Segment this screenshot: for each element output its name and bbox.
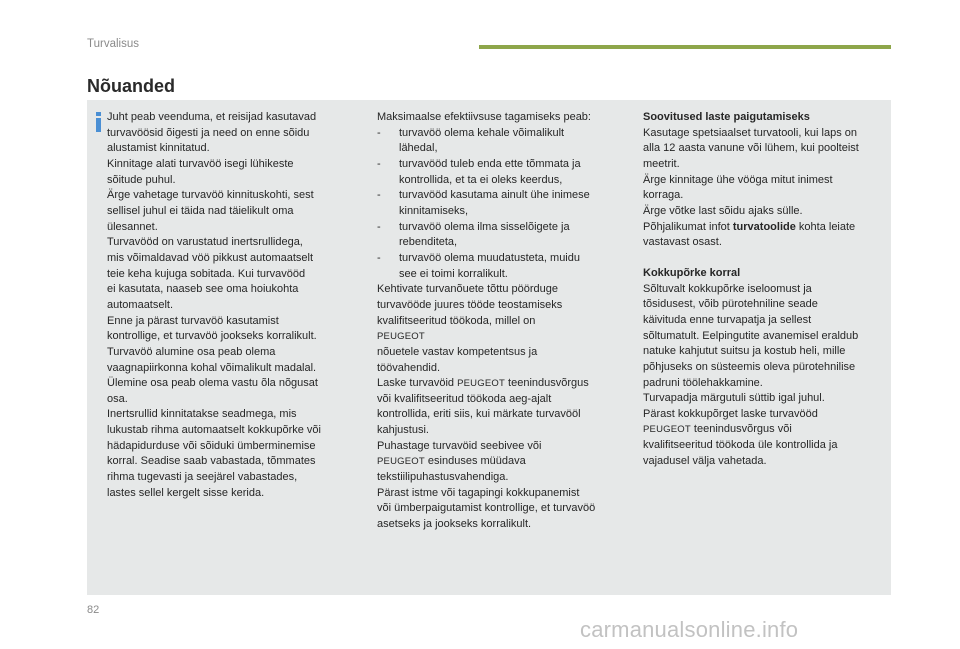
list-item-text: turvavöö olema kehale võimalikult [399, 126, 565, 139]
paragraph-line: kontrollige, et turvavöö jookseks korralikult. [107, 330, 317, 343]
paragraph-line: Juht peab veenduma, et reisijad kasutavad [107, 111, 317, 123]
paragraph-line: sõitude puhul. [107, 173, 176, 186]
paragraph-line: sellisel juhul ei täida nad täielikult oma [107, 204, 294, 217]
paragraph-line: alustamist kinnitatud. [107, 142, 210, 155]
bullet-dash: - [377, 251, 381, 264]
paragraph-line: Pärast kokkupõrget laske turvavööd [643, 407, 818, 420]
paragraph-line: ülesannet. [107, 220, 158, 233]
paragraph-line: teie keha kujuga sobitada. Kui turvavööd [107, 267, 306, 280]
paragraph-line: osa. [107, 392, 128, 405]
intro-text: Maksimaalse efektiivsuse tagamiseks peab: [377, 111, 591, 123]
paragraph-line: kontrollida, eriti siis, kui märkate turvavööl [377, 408, 581, 421]
brand-name: PEUGEOT [377, 456, 425, 468]
paragraph-line: Kasutage spetsiaalset turvatooli, kui laps on [643, 126, 858, 139]
requirements-list [377, 126, 625, 283]
paragraph-line: töövahendid. [377, 361, 440, 374]
list-item-text: turvavööd kasutama ainult ühe inimese [399, 189, 590, 202]
section-heading: Kokkupõrke korral [643, 266, 741, 279]
paragraph-line: Turvavöö alumine osa peab olema [107, 345, 276, 358]
paragraph-line: ei kasutata, naaseb see oma hoiukohta [107, 283, 299, 296]
bullet-dash: - [377, 220, 381, 233]
child-and-crash-column [643, 110, 883, 469]
bullet-dash: - [377, 189, 381, 202]
list-item [377, 157, 625, 173]
paragraph-line: lukustab rihma automaatselt kokkupõrke või [107, 424, 321, 437]
paragraph-line: turvavöösid õigesti ja need on enne sõidu [107, 126, 310, 139]
seatbelt-efficiency-column [377, 110, 625, 533]
paragraph-line: Ärge kinnitage ühe vööga mitut inimest [643, 173, 833, 186]
paragraph-line: meetrit. [643, 157, 680, 170]
header-accent-bar [479, 45, 891, 49]
paragraph-line: käivituda enne turvapatja ja sellest [643, 313, 812, 326]
bullet-dash: - [377, 157, 381, 170]
cross-reference-term: turvatoolide [732, 220, 796, 233]
list-item [377, 220, 625, 236]
brand-line: Laske turvavöid PEUGEOT teenindusvõrgus [377, 377, 589, 390]
page-number: 82 [87, 604, 100, 616]
paragraph-line: Sõltuvalt kokkupõrke iseloomust ja [643, 282, 812, 295]
paragraph-line: Ülemine osa peab olema vastu õla nõgusat [107, 377, 318, 390]
paragraph-line: Kinnitage alati turvavöö isegi lühikeste [107, 157, 294, 170]
paragraph-line: asetseks ja jookseks korralikult. [377, 518, 532, 531]
paragraph-line: Ärge võtke last sõidu ajaks sülle. [643, 204, 803, 217]
paragraph-line: Turvapadja märgutuli süttib igal juhul. [643, 392, 825, 405]
watermark: carmanualsonline.info [580, 617, 799, 642]
list-item-continuation: kinnitamiseks, [399, 204, 469, 217]
paragraph-line: alla 12 aasta vanune või lühem, kui poolteist [643, 142, 859, 155]
paragraph-line: Ärge vahetage turvavöö kinnituskohti, sest [107, 189, 314, 202]
list-item-continuation: lähedal, [399, 142, 438, 155]
list-item [377, 251, 625, 267]
list-item-text: turvavöö olema muudatusteta, muidu [399, 251, 580, 264]
paragraph-line: Pärast istme või tagapingi kokkupanemist [377, 486, 580, 499]
list-item-text: turvavööd tuleb enda ette tõmmata ja [399, 157, 581, 170]
paragraph-line: kvalifitseeritud töökoda üle kontrollida ja [643, 439, 838, 452]
brand-name: PEUGEOT [457, 378, 505, 390]
paragraph-line: Inertsrullid kinnitatakse seadmega, mis [107, 408, 297, 421]
list-item [377, 188, 625, 204]
brand-line: PEUGEOT esinduses müüdava [377, 455, 526, 468]
paragraph-line: korraga. [643, 189, 684, 202]
paragraph-line: vajadusel välja vahetada. [643, 454, 767, 467]
paragraph-line: või ümberpaigutamist kontrollige, et turvavöö [377, 502, 596, 515]
cross-reference-line: Põhjalikumat infot turvatoolide kohta leiate [643, 220, 856, 233]
info-icon [96, 112, 101, 132]
paragraph-line: mis võimaldavad vöö pikkust automaatselt [107, 251, 314, 264]
paragraph-line: korral. Seadise saab vabastada, tõmmates [107, 455, 316, 468]
paragraph-line: hädapidurduse või sõiduki ümberminemise [107, 439, 316, 452]
paragraph-line: padruni töölehakkamine. [643, 376, 763, 389]
paragraph-line: kahjustusi. [377, 424, 429, 437]
section-label: Turvalisus [87, 38, 139, 50]
paragraph-line: automaatselt. [107, 298, 174, 311]
paragraph-line: põhjuseks on süsteemis oleva pürotehnilise [643, 360, 856, 373]
seatbelt-info-column [107, 110, 353, 501]
list-item [377, 126, 625, 142]
paragraph-line: sõltumatult. Eelpingutite avanemisel eraldub [643, 329, 859, 342]
brand-line: PEUGEOT teenindusvõrgus või [643, 423, 792, 436]
paragraph-line: natuke kahjutut suitsu ja kostub heli, mille [643, 345, 846, 358]
paragraph-line: vaagnapiirkonna kohal võimalikult madalal. [107, 361, 317, 374]
paragraph-line: või kvalifitseeritud töökoda aeg-ajalt [377, 392, 552, 405]
page-title: Nõuanded [87, 76, 175, 96]
paragraph-line: Kehtivate turvanõuete tõttu pöörduge [377, 283, 559, 296]
paragraph-line: tekstiilipuhastusvahendiga. [377, 471, 509, 484]
list-item-continuation: see ei toimi korralikult. [399, 267, 508, 280]
bullet-dash: - [377, 126, 381, 139]
paragraph-line: vastavast osast. [643, 236, 722, 249]
paragraph-line: tõsidusest, võib pürotehniline seade [643, 298, 818, 311]
paragraph-line: nõuetele vastav kompetentsus ja [377, 345, 538, 358]
list-item-continuation: rebenditeta, [399, 236, 458, 249]
brand-line [377, 329, 625, 345]
section-heading: Soovitused laste paigutamiseks [643, 111, 810, 123]
brand-name: PEUGEOT [377, 331, 425, 343]
paragraph-line: lastes sellel kergelt sisse kerida. [107, 486, 265, 499]
paragraph-line: rihma tugevasti ja seejärel vabastades, [107, 471, 298, 484]
paragraph-line: Puhastage turvavöid seebivee või [377, 439, 542, 452]
paragraph-line: turvavööde juures tööde teostamiseks [377, 298, 563, 311]
paragraph-line: Enne ja pärast turvavöö kasutamist [107, 314, 279, 327]
paragraph-line: kvalifitseeritud töökoda, millel on [377, 314, 536, 327]
brand-name: PEUGEOT [643, 424, 691, 436]
list-item-text: turvavöö olema ilma sisselõigete ja [399, 220, 570, 233]
paragraph-line: Turvavööd on varustatud inertsrullidega, [107, 236, 303, 249]
list-item-continuation: kontrollida, et ta ei oleks keerdus, [399, 173, 563, 186]
